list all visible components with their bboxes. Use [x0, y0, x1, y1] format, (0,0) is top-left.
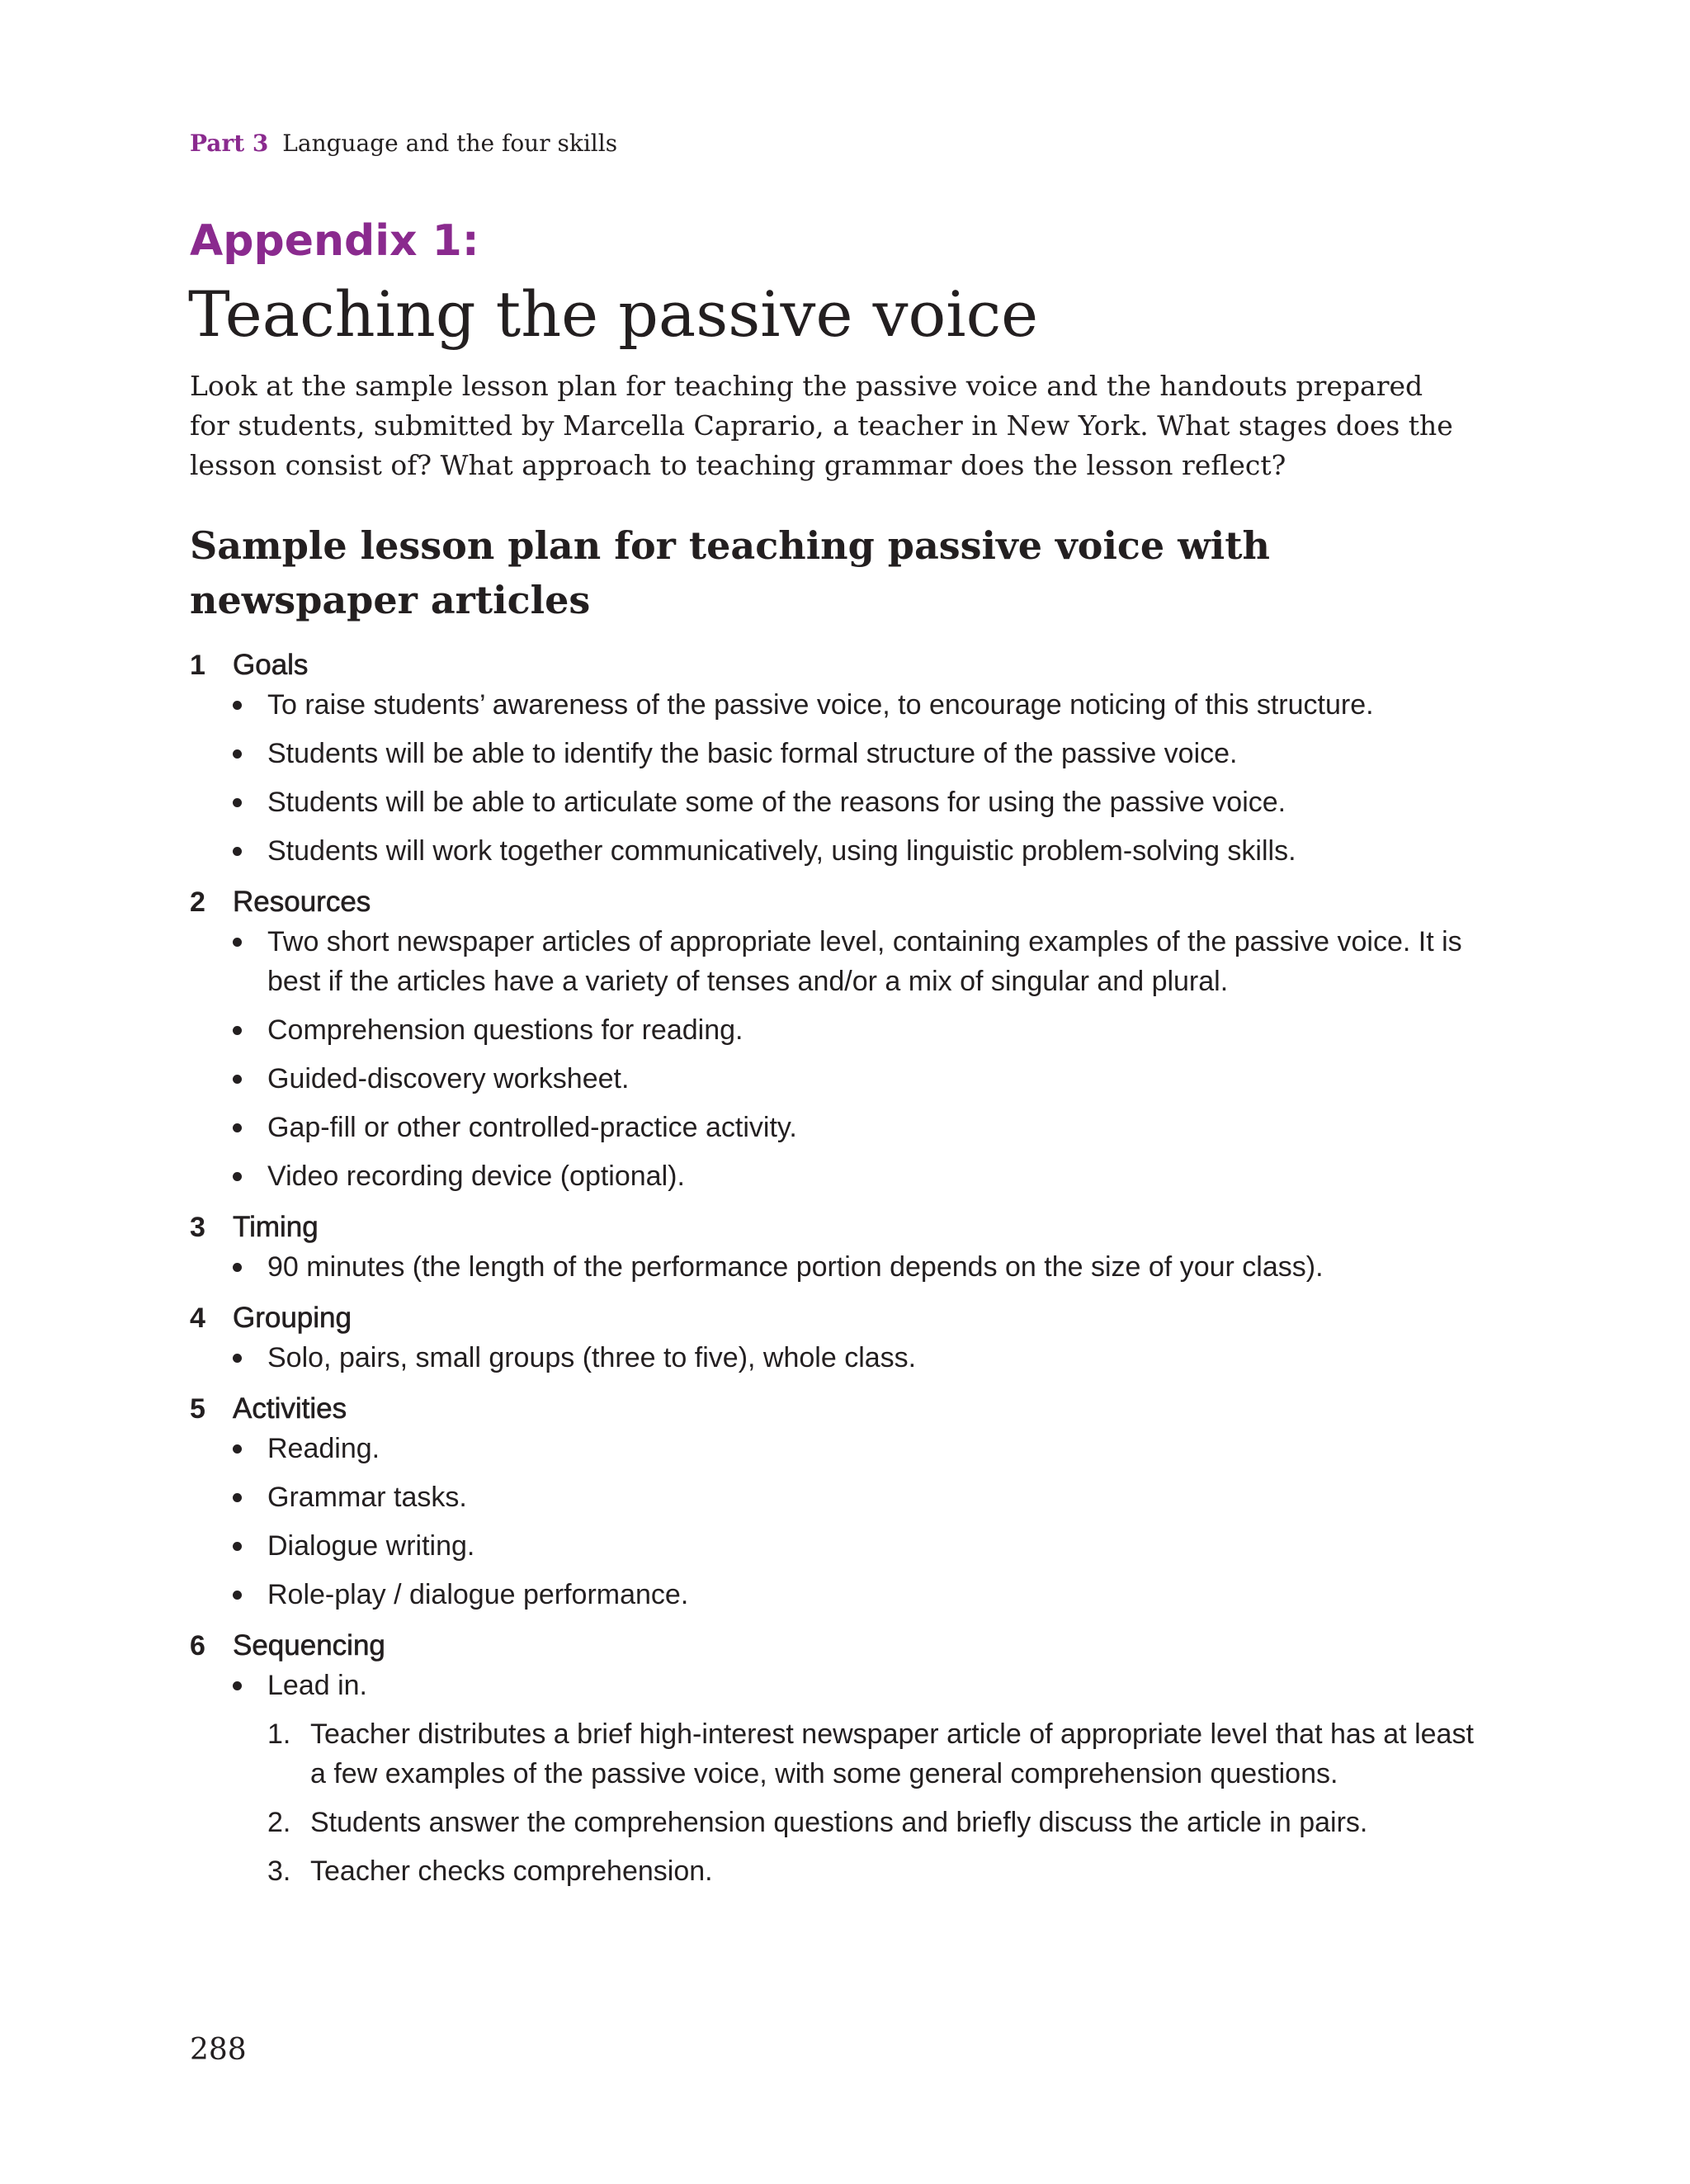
bullet-list	[190, 922, 1477, 1196]
item-heading	[190, 1389, 1477, 1429]
list-item	[233, 1156, 1477, 1196]
plan-item-resources	[190, 882, 1477, 1196]
list-item	[233, 1010, 1477, 1050]
list-item-text: Grammar tasks.	[267, 1482, 467, 1513]
list-item-text: Lead in.	[267, 1670, 367, 1701]
step-text: Teacher checks comprehension.	[310, 1855, 713, 1887]
item-title: Goals	[233, 649, 309, 681]
plan-item-grouping	[190, 1298, 1477, 1378]
list-item	[233, 1429, 1477, 1468]
list-item	[233, 831, 1477, 871]
numbered-step-list	[190, 1714, 1477, 1891]
item-heading	[190, 1208, 1477, 1247]
step-number: 2.	[267, 1807, 291, 1838]
list-item	[233, 1108, 1477, 1147]
step-text: Students answer the comprehension questions and briefly discuss the article in pairs.	[310, 1807, 1368, 1838]
item-number: 4	[190, 1302, 205, 1334]
bullet-icon	[233, 1123, 242, 1132]
list-item-text: Reading.	[267, 1433, 380, 1464]
list-item-text: Students will be able to identify the basic formal structure of the passive voice.	[267, 738, 1238, 769]
item-heading	[190, 882, 1477, 922]
list-item	[233, 782, 1477, 822]
running-header-section: Language and the four skills	[282, 130, 618, 157]
bullet-icon	[233, 1444, 242, 1454]
list-item	[233, 1477, 1477, 1517]
step-item	[267, 1851, 1477, 1891]
bullet-icon	[233, 1591, 242, 1600]
list-item-text: Role-play / dialogue performance.	[267, 1579, 689, 1610]
bullet-icon	[233, 1681, 242, 1690]
item-title: Sequencing	[233, 1629, 385, 1662]
section-heading: Sample lesson plan for teaching passive voice with newspaper articles	[190, 523, 1270, 622]
bullet-icon	[233, 1493, 242, 1502]
running-header-part: Part 3	[190, 130, 269, 157]
appendix-label: Appendix 1:	[190, 216, 479, 266]
list-item	[233, 1338, 1477, 1378]
bullet-icon	[233, 938, 242, 947]
plan-item-timing	[190, 1208, 1477, 1287]
page-title: Teaching the passive voice	[188, 277, 1039, 351]
step-number: 1.	[267, 1718, 291, 1750]
bullet-icon	[233, 1172, 242, 1181]
plan-item-sequencing	[190, 1626, 1477, 1891]
bullet-icon	[233, 1542, 242, 1551]
bullet-icon	[233, 1075, 242, 1084]
bullet-icon	[233, 798, 242, 807]
list-item-text: Guided-discovery worksheet.	[267, 1063, 630, 1094]
list-item-text: Students will be able to articulate some of the reasons for using the passive voice.	[267, 787, 1286, 818]
bullet-icon	[233, 1263, 242, 1272]
bullet-list	[190, 1338, 1477, 1378]
item-title: Resources	[233, 886, 371, 918]
bullet-list	[190, 1429, 1477, 1614]
item-number: 6	[190, 1630, 205, 1662]
bullet-icon	[233, 749, 242, 759]
item-heading	[190, 645, 1477, 685]
list-item	[233, 734, 1477, 773]
bullet-list	[190, 1247, 1477, 1287]
list-item	[233, 1059, 1477, 1099]
item-number: 3	[190, 1212, 205, 1243]
step-item	[267, 1803, 1477, 1842]
list-item	[233, 922, 1477, 1001]
intro-paragraph: Look at the sample lesson plan for teaching the passive voice and the handouts prepared for students, submitted by Marcella Caprario, a teacher in New York. What stages does the lesson consist of? What approach to teaching grammar does the lesson reflect?	[190, 370, 1453, 481]
bullet-list	[190, 685, 1477, 871]
running-header	[190, 129, 617, 158]
bullet-icon	[233, 701, 242, 710]
bullet-icon	[233, 1354, 242, 1363]
list-item-text: 90 minutes (the length of the performance portion depends on the size of your class).	[267, 1251, 1324, 1283]
item-number: 2	[190, 886, 205, 918]
list-item-text: Dialogue writing.	[267, 1530, 475, 1562]
bullet-icon	[233, 847, 242, 856]
list-item-text: Video recording device (optional).	[267, 1161, 685, 1192]
list-item-text: Students will work together communicatively, using linguistic problem-solving skills.	[267, 835, 1296, 867]
item-heading	[190, 1626, 1477, 1666]
item-number: 1	[190, 650, 205, 681]
book-page	[190, 0, 1494, 2184]
plan-item-goals	[190, 645, 1477, 871]
list-item-text: Gap-fill or other controlled-practice activity.	[267, 1112, 797, 1143]
item-number: 5	[190, 1393, 205, 1425]
list-item-text: To raise students’ awareness of the passive voice, to encourage noticing of this structure.	[267, 689, 1374, 721]
item-title: Activities	[233, 1392, 347, 1425]
item-title: Timing	[233, 1211, 319, 1243]
item-title: Grouping	[233, 1302, 352, 1334]
item-heading	[190, 1298, 1477, 1338]
plan-item-activities	[190, 1389, 1477, 1614]
list-item-text: Solo, pairs, small groups (three to five), whole class.	[267, 1342, 917, 1373]
list-item	[233, 1575, 1477, 1614]
list-item	[233, 1526, 1477, 1566]
list-item	[233, 685, 1477, 725]
page-number: 288	[190, 2033, 247, 2067]
step-item	[267, 1714, 1477, 1794]
list-item	[233, 1666, 1477, 1705]
list-item	[233, 1247, 1477, 1287]
list-item-text: Comprehension questions for reading.	[267, 1014, 744, 1046]
step-text: Teacher distributes a brief high-interest newspaper article of appropriate level that has at least a few examples of the passive voice, with some general comprehension questions.	[310, 1718, 1474, 1789]
lesson-plan-content	[190, 645, 1477, 1903]
step-number: 3.	[267, 1855, 291, 1887]
bullet-list	[190, 1666, 1477, 1705]
list-item-text: Two short newspaper articles of appropriate level, containing examples of the passive voice. It is best if the articles have a variety of tenses and/or a mix of singular and plural.	[267, 926, 1462, 997]
bullet-icon	[233, 1026, 242, 1035]
